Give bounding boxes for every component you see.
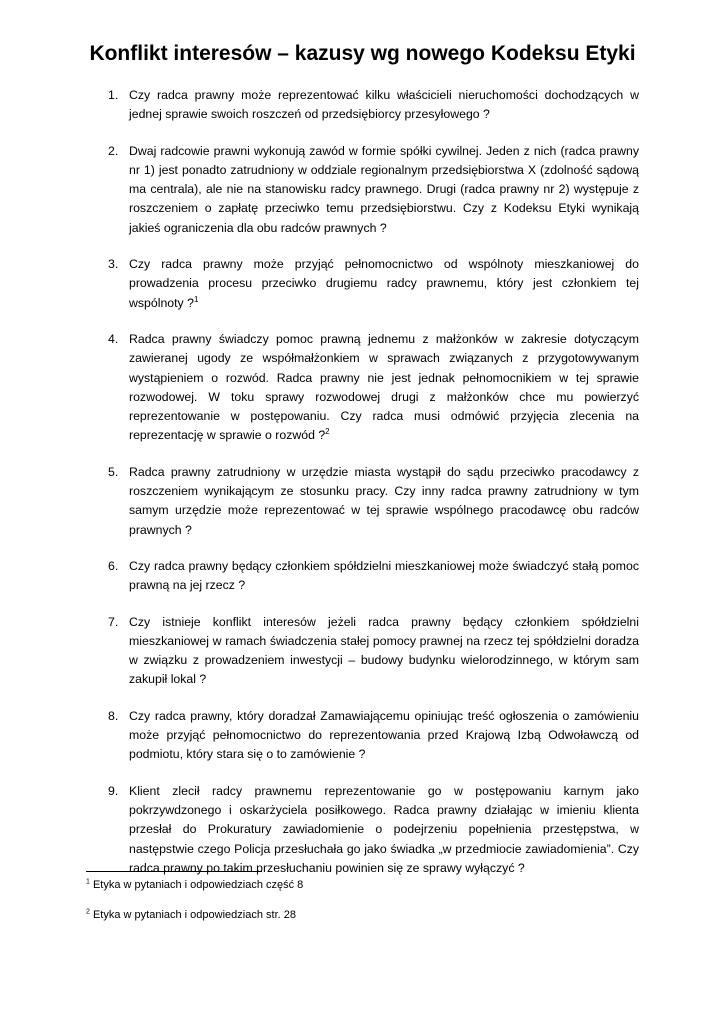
item-number: 3.: [108, 257, 119, 272]
case-list: [108, 86, 639, 895]
footnote: [86, 908, 296, 922]
list-item: [108, 255, 639, 313]
item-text: Radca prawny zatrudniony w urzędzie miasta wystąpił do sądu przeciwko pracodawcy z roszczeniem wynikającym ze stosunku pracy. Czy inny radca prawny zatrudniony w tym samym urzędzie może reprezentować w tej sprawie wspólnego pracodawcę obu radców prawnych ?: [129, 464, 639, 537]
footnote-text: Etyka w pytaniach i odpowiedziach str. 28: [92, 909, 296, 921]
item-text: Czy radca prawny może przyjąć pełnomocnictwo od wspólnoty mieszkaniowej do prowadzenia procesu przeciwko drugiemu radcy prawnemu, który jest członkiem tej wspólnoty ?: [129, 257, 639, 310]
footnote-mark: 1: [86, 878, 90, 886]
item-text: Dwaj radcowie prawni wykonują zawód w formie spółki cywilnej. Jeden z nich (radca prawny nr 1) jest ponadto zatrudniony w oddziale regionalnym przedsiębiorstwa X (zdolność sądową ma centrala), ale nie na stanowisku radcy prawnego. Drugi (radca prawny nr 2) występuje z roszczeniem o zapłatę przeciwko temu przedsiębiorstwu. Czy z Kodeksu Etyki wynikają jakieś ograniczenia dla obu radców prawnych ?: [129, 143, 639, 235]
item-number: 9.: [108, 783, 119, 798]
item-text: Czy radca prawny, który doradzał Zamawiającemu opiniując treść ogłoszenia o zamówieniu może przyjąć pełnomocnictwo do reprezentowania przed Krajową Izbą Odwoławczą od podmiotu, który stara się o to zamówienie ?: [129, 708, 639, 762]
item-number: 5.: [108, 464, 119, 479]
list-item: [108, 557, 639, 596]
document-title: Konflikt interesów – kazusy wg nowego Kodeksu Etyki: [89, 42, 636, 65]
item-number: 1.: [108, 88, 119, 102]
item-text: Czy radca prawny może reprezentować kilku właścicieli nieruchomości dochodzących w jednej sprawie swoich roszczeń od przedsiębiorcy przesyłowego ?: [129, 88, 639, 122]
item-number: 4.: [108, 331, 119, 346]
item-text: Czy istnieje konflikt interesów jeżeli radca prawny będący członkiem spółdzielni mieszkaniowej w ramach świadczenia stałej pomocy prawnej na rzecz tej spółdzielni doradza w związku z prowadzeniem inwestycji – budowy budynku wielorodzinnego, w którym sam zakupił lokal ?: [129, 614, 639, 687]
list-item: [108, 782, 639, 878]
list-item: [108, 330, 639, 446]
footnote-reference: 1: [193, 294, 199, 304]
item-number: 2.: [108, 143, 119, 158]
item-text: Klient zlecił radcy prawnemu reprezentowanie go w postępowaniu karnym jako pokrzywdzonego i oskarżyciela posiłkowego. Radca prawny działając w imieniu klienta przesłał do Prokuratury zawiadomienie o podejrzeniu popełnienia przestępstwa, w następstwie czego Policja przesłuchała go jako świadka „w przedmiocie zawiadomienia”. Czy radca prawny po takim przesłuchaniu powinien się ze sprawy wyłączyć ?: [129, 783, 639, 875]
item-text: Radca prawny świadczy pomoc prawną jednemu z małżonków w zakresie dotyczącym zawieranej ugody ze współmałżonkiem w sprawach związanych z przygotowywanym wystąpieniem o rozwód. Radca prawny nie jest jednak pełnomocnikiem w tej sprawie rozwodowej. W toku sprawy rozwodowej drugi z małżonków chce mu powierzyć reprezentowanie w postępowaniu. Czy radca musi odmówić przyjęcia zlecenia na reprezentację w sprawie o rozwód ?: [129, 331, 639, 443]
item-number: 8.: [108, 708, 119, 723]
footnote-separator: [86, 871, 262, 872]
footnote-text: Etyka w pytaniach i odpowiedziach część 8: [92, 879, 304, 891]
item-text: Czy radca prawny będący członkiem spółdzielni mieszkaniowej może świadczyć stałą pomoc prawną na jej rzecz ?: [129, 558, 639, 593]
list-item: [108, 86, 639, 125]
item-number: 6.: [108, 558, 119, 573]
list-item: [108, 142, 639, 238]
footnote-reference: 2: [325, 427, 330, 437]
list-item: [108, 463, 639, 540]
footnote-mark: 2: [86, 908, 90, 916]
list-item: [108, 707, 639, 765]
item-number: 7.: [108, 614, 119, 629]
footnote: [86, 878, 303, 892]
list-item: [108, 613, 639, 690]
